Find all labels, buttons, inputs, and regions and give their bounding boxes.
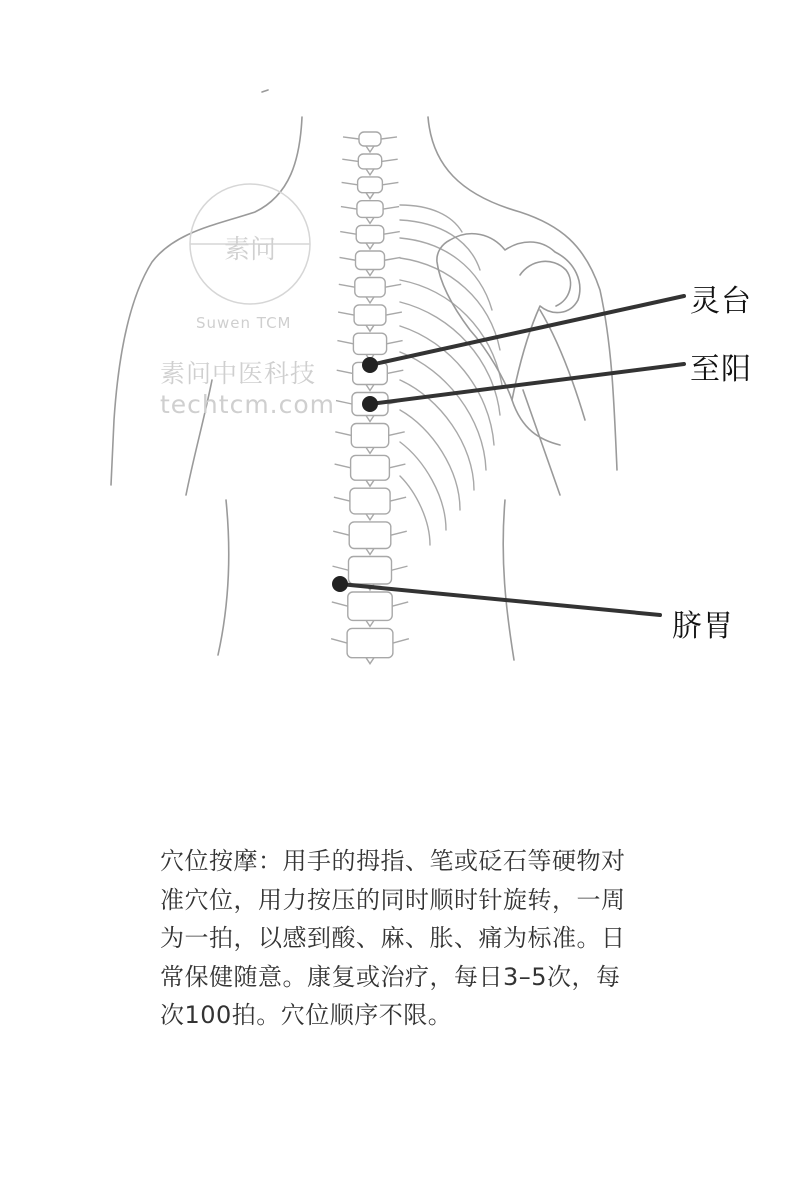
vertebra	[341, 201, 399, 224]
watermark-brand-en: Suwen TCM	[196, 314, 292, 332]
leader-line	[340, 584, 660, 615]
vertebra	[339, 278, 401, 303]
vertebra	[340, 225, 400, 249]
vertebra	[340, 251, 401, 276]
leader-line	[370, 364, 684, 404]
acupoint-label-zhiyang: 至阳	[690, 352, 752, 387]
massage-instructions: 穴位按摩：用手的拇指、笔或砭石等硬物对准穴位，用力按压的同时顺时针旋转，一周为一拍，以感到酸、麻、胀、痛为标准。日常保健随意。康复或治疗，每日3–5次，每次100拍。穴位顺序不限。	[160, 847, 626, 1029]
vertebra	[335, 455, 406, 486]
acupoint-label-lingtai: 灵台	[690, 284, 752, 319]
vertebra	[334, 488, 406, 520]
leader-line	[370, 296, 684, 365]
watermark-url: techtcm.com	[160, 390, 336, 419]
scapula	[437, 234, 585, 445]
vertebra	[342, 177, 399, 199]
vertebra	[343, 132, 397, 152]
acupoint-label-qiwei: 脐胃	[672, 609, 734, 644]
vertebra	[335, 424, 404, 454]
acupoint-marker	[362, 357, 378, 373]
vertebra	[333, 522, 407, 555]
ribs	[400, 205, 502, 545]
vertebra	[332, 592, 408, 626]
vertebra	[331, 628, 409, 663]
watermark-seal	[190, 184, 310, 304]
vertebra	[337, 333, 402, 360]
vertebra	[338, 305, 402, 331]
watermark-seal-text: 素问	[223, 235, 277, 265]
vertebra	[342, 154, 397, 175]
watermark-brand-cn: 素问中医科技	[160, 359, 317, 388]
acupoint-marker	[362, 396, 378, 412]
acupoint-marker	[332, 576, 348, 592]
